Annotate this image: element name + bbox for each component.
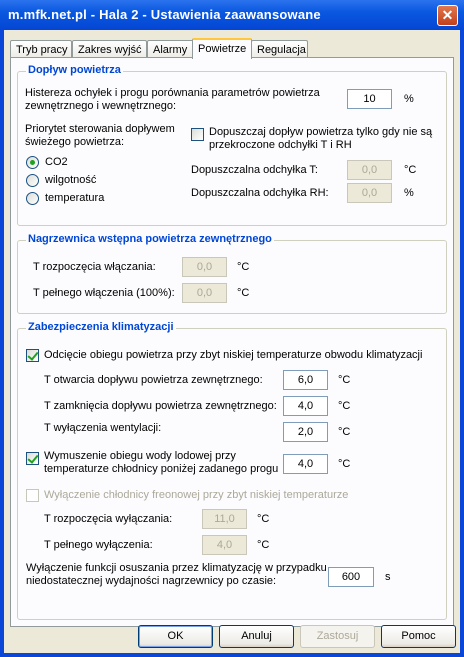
histereza-label: Histereza ochyłek i progu porównania parametrów powietrza <box>25 87 320 99</box>
radio-temperatura[interactable] <box>26 192 39 205</box>
t-wylaczenia-unit: °C <box>338 426 351 438</box>
title-bar[interactable] <box>0 0 464 30</box>
osuszanie-label-line2: niedostatecznej wydajności nagrzewnicy po czasie: <box>26 575 277 587</box>
wymuszenie-input[interactable]: 4,0 <box>283 454 328 474</box>
tab-regulacja[interactable] <box>251 40 308 58</box>
freon-t-rozpoczecia-label: T rozpoczęcia wyłączania: <box>44 513 173 525</box>
tab-label: Alarmy <box>153 44 188 56</box>
t-otwarcia-unit: °C <box>338 374 351 386</box>
t-otwarcia-label: T otwarcia dopływu powietrza zewnętrznego: <box>44 374 263 386</box>
odchylka-rh-unit: % <box>404 187 414 199</box>
wymuszenie-label-line2[interactable]: temperaturze chłodnicy poniżej zadanego progu <box>44 463 279 475</box>
histereza-input[interactable]: 10 <box>347 89 392 109</box>
ok-button[interactable]: OK <box>138 625 213 648</box>
radio-co2[interactable] <box>26 156 39 169</box>
group-doplyw-powietrza <box>17 64 447 226</box>
osuszanie-label: Wyłączenie funkcji osuszania przez klimatyzację w przypadku <box>26 562 327 574</box>
tab-powietrze[interactable] <box>192 38 252 59</box>
odciecie-checkbox[interactable] <box>26 349 39 362</box>
group-title-doplyw: Dopływ powietrza <box>28 64 121 76</box>
nagrz-t-rozpoczecia-label: T rozpoczęcia włączania: <box>33 261 156 273</box>
tab-zakres-wyjsc[interactable] <box>72 40 147 58</box>
t-zamkniecia-label: T zamknięcia dopływu powietrza zewnętrznego: <box>44 400 277 412</box>
group-title-nagrzewnica: Nagrzewnica wstępna powietrza zewnętrznego <box>28 233 272 245</box>
tab-label: Regulacja <box>257 44 306 56</box>
osuszanie-unit: s <box>385 571 391 583</box>
radio-co2-label[interactable]: CO2 <box>45 156 68 168</box>
tab-label: Powietrze <box>198 43 247 55</box>
tab-alarmy[interactable] <box>147 40 194 58</box>
window-title: m.mfk.net.pl - Hala 2 - Ustawienia zaawansowane <box>8 7 321 22</box>
odchylka-t-input[interactable]: 0,0 <box>347 160 392 180</box>
histereza-label-line2: zewnętrznego i wewnętrznego: <box>25 100 177 112</box>
freon-t-pelnego-input[interactable]: 4,0 <box>202 535 247 555</box>
tab-panel-powietrze <box>10 57 454 627</box>
cancel-button[interactable]: Anuluj <box>219 625 294 648</box>
freon-t-pelnego-label: T pełnego wyłączenia: <box>44 539 153 551</box>
priorytet-label: Priorytet sterowania dopływem <box>25 123 175 135</box>
histereza-unit: % <box>404 93 414 105</box>
dopuszczaj-label-line2[interactable]: przekroczone odchyłki T i RH <box>209 139 352 151</box>
freon-label[interactable]: Wyłączenie chłodnicy freonowej przy zbyt niskiej temperaturze <box>44 489 349 501</box>
dopuszczaj-checkbox[interactable] <box>191 128 204 141</box>
dialog-client-area <box>4 30 460 653</box>
nagrz-t-rozpoczecia-input[interactable]: 0,0 <box>182 257 227 277</box>
dopuszczaj-label[interactable]: Dopuszczaj dopływ powietrza tylko gdy nie są <box>209 126 433 138</box>
t-wylaczenia-input[interactable]: 2,0 <box>283 422 328 442</box>
nagrz-t-rozpoczecia-unit: °C <box>237 261 250 273</box>
group-zabezpieczenia <box>17 321 447 620</box>
radio-wilgotnosc-label[interactable]: wilgotność <box>45 174 97 186</box>
group-title-zabezpieczenia: Zabezpieczenia klimatyzacji <box>28 321 174 333</box>
odchylka-rh-input[interactable]: 0,0 <box>347 183 392 203</box>
osuszanie-input[interactable]: 600 <box>328 567 374 587</box>
odchylka-t-label: Dopuszczalna odchyłka T: <box>191 164 318 176</box>
close-button[interactable] <box>437 5 458 26</box>
odciecie-label[interactable]: Odcięcie obiegu powietrza przy zbyt niskiej temperaturze obwodu klimatyzacji <box>44 349 423 361</box>
tab-label: Tryb pracy <box>16 44 68 56</box>
freon-t-pelnego-unit: °C <box>257 539 270 551</box>
odchylka-rh-label: Dopuszczalna odchyłka RH: <box>191 187 329 199</box>
nagrz-t-pelnego-unit: °C <box>237 287 250 299</box>
t-wylaczenia-label: T wyłączenia wentylacji: <box>44 422 162 434</box>
nagrz-t-pelnego-input[interactable]: 0,0 <box>182 283 227 303</box>
t-zamkniecia-input[interactable]: 4,0 <box>283 396 328 416</box>
tab-tryb-pracy[interactable] <box>10 40 72 58</box>
odchylka-t-unit: °C <box>404 164 417 176</box>
group-nagrzewnica <box>17 233 447 314</box>
wymuszenie-unit: °C <box>338 458 351 470</box>
radio-temperatura-label[interactable]: temperatura <box>45 192 105 204</box>
t-otwarcia-input[interactable]: 6,0 <box>283 370 328 390</box>
freon-checkbox[interactable] <box>26 489 39 502</box>
freon-t-rozpoczecia-unit: °C <box>257 513 270 525</box>
apply-button[interactable]: Zastosuj <box>300 625 375 648</box>
wymuszenie-checkbox[interactable] <box>26 452 39 465</box>
help-button[interactable]: Pomoc <box>381 625 456 648</box>
wymuszenie-label[interactable]: Wymuszenie obiegu wody lodowej przy <box>44 450 236 462</box>
close-icon: ✕ <box>441 7 454 23</box>
radio-wilgotnosc[interactable] <box>26 174 39 187</box>
priorytet-label-line2: świeżego powietrza: <box>25 136 125 148</box>
nagrz-t-pelnego-label: T pełnego włączenia (100%): <box>33 287 175 299</box>
t-zamkniecia-unit: °C <box>338 400 351 412</box>
tab-label: Zakres wyjść <box>78 44 142 56</box>
freon-t-rozpoczecia-input[interactable]: 11,0 <box>202 509 247 529</box>
